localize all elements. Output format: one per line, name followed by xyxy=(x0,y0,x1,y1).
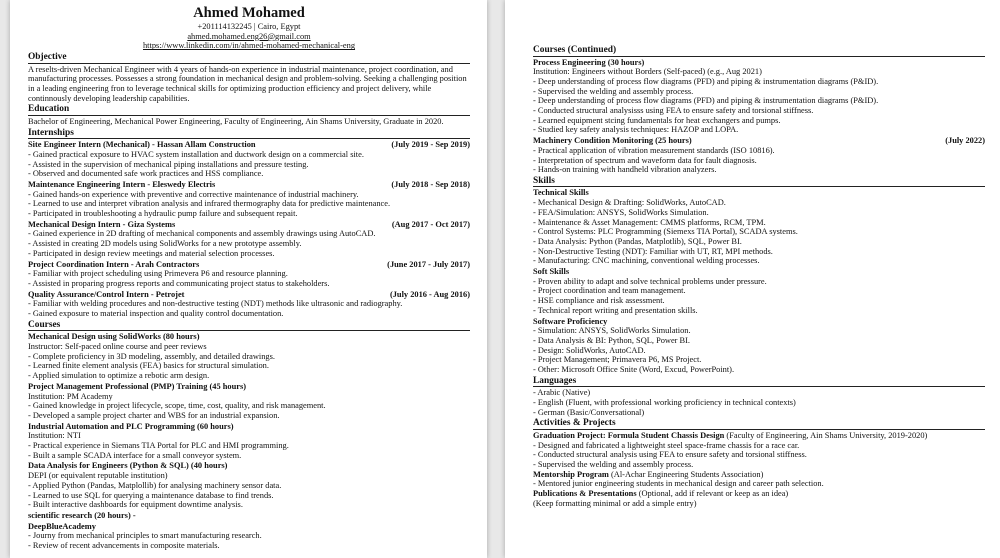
text-line: Institution: PM Academy xyxy=(28,391,113,401)
bullet-line: - Arabic (Native) xyxy=(533,388,591,398)
bullet-line: - Deep understanding of process flow diagrams (PFD) and piping & instrumentation diagrams (P&ID). xyxy=(533,76,879,86)
section-header: Languages xyxy=(533,376,985,388)
entry-title: Soft Skills xyxy=(533,267,570,277)
bullet-line: - Deep understanding of process flow diagrams (PFD) and piping & instrumentation diagrams (P&ID). xyxy=(533,96,879,106)
bullet-line: - HSE compliance and risk assessment. xyxy=(533,296,665,306)
entry-title: Project Management Professional (PMP) Training (45 hours) xyxy=(28,381,247,391)
bullet-line: - Mentored junior engineering students in mechanical design and career path selection. xyxy=(533,479,824,489)
bullet-line: - Applied simulation to optimize a rebotic arm design. xyxy=(28,371,210,381)
email-link[interactable]: ahmed.mohamed.eng26@gmail.com xyxy=(187,31,311,41)
bullet-line: - Familiar with project scheduling using Primevera P6 and resource planning. xyxy=(28,269,288,279)
bullet-line: - Built a sample SCADA interface for a small conveyor system. xyxy=(28,450,242,460)
bullet-line: - Control Systems: PLC Programming (Siemexs TIA Portal), SCADA systems. xyxy=(533,227,798,237)
bullet-line: - Journy from mechanical principles to smart manufacturing research. xyxy=(28,531,262,541)
bullet-line: - Participated in troubleshooting a hydraulic pump failure and subsequent repait. xyxy=(28,209,298,219)
bullet-line: - Mechanical Design & Drafting: SolidWorks, AutoCAD. xyxy=(533,198,726,208)
bullet-line: - Gained hands-on experience with preventive and corrective maintenance of industrial machinery. xyxy=(28,189,359,199)
entry-title: Software Proficiency xyxy=(533,316,608,326)
candidate-name: Ahmed Mohamed xyxy=(193,5,305,21)
entry-date: (July 2016 - Aug 2016) xyxy=(389,289,470,299)
bullet-line: - Conducted structural analysis using FEA to ensure safety and torsional stiffness. xyxy=(533,450,807,460)
bullet-line: - Studied key safety analysis techniques: HAZOP and LOPA. xyxy=(533,125,739,135)
text-line: Institution: Engineers without Borders (Self-paced) (e.g., Aug 2021) xyxy=(533,67,762,77)
text-line: (Keep formatting minimal or add a simple entry) xyxy=(533,498,697,508)
entry-date: (July 2019 - Sep 2019) xyxy=(391,140,470,150)
section-header: Courses (Continued) xyxy=(533,45,985,57)
entry-date: (July 2018 - Sep 2018) xyxy=(391,179,470,189)
bullet-line: - Review of recent advancements in composite materials. xyxy=(28,541,220,551)
entry-title: Maintenance Engineering Intern - Eleswedy Electris xyxy=(28,179,216,189)
entry-title: Project Coordination Intern - Arah Contractors xyxy=(28,259,200,269)
bullet-line: - Design: SolidWorks, AutoCAD. xyxy=(533,345,646,355)
entry-title: Site Engineer Intern (Mechanical) - Hassan Allam Construction xyxy=(28,140,256,150)
bullet-line: - Other: Microsoft Office Snite (Word, Excud, PowerPoint). xyxy=(533,365,735,375)
entry-title: Machinery Condition Monitoring (25 hours) xyxy=(533,136,692,146)
entry-title: Quality Assurance/Control Intern - Petrojet xyxy=(28,289,185,299)
bullet-line: - Practical experience in Siemans TIA Portal for PLC and HMI programming. xyxy=(28,441,289,451)
entry-title-bold: Graduation Project: Formula Student Chassis Design xyxy=(533,430,725,440)
entry-title-rest: (Faculty of Engineering, Ain Shams University, 2019-2020) xyxy=(724,430,928,440)
entry-title-line xyxy=(533,431,985,441)
bullet-line: - German (Basic/Conversational) xyxy=(533,407,645,417)
bullet-line: - Assisted in the supervision of mechanical piping installations and pressure testing. xyxy=(28,159,309,169)
entry-header-row xyxy=(28,140,470,150)
bullet-line: - English (Fluent, with professional working proficiency in technical contexts) xyxy=(533,398,796,407)
entry-header-row xyxy=(28,260,470,270)
bullet-line: - Learned to use SQL for querying a maintenance database to find trends. xyxy=(28,490,274,500)
text-line: DEPI (or equivalent reputable institution) xyxy=(28,471,168,481)
contact-line: +201114132245 | Cairo, Egypt xyxy=(197,22,301,31)
bullet-line: - Complete proficiency in 3D modeling, assembly, and detailed drawings. xyxy=(28,351,275,361)
entry-date: (Aug 2017 - Oct 2017) xyxy=(391,219,470,229)
entry-title: Process Engineering (30 hours) xyxy=(533,57,645,67)
section-header: Internships xyxy=(28,128,470,140)
bullet-line: - Supervised the welding and assembly process. xyxy=(533,460,694,470)
bullet-line: - Hands-on training with handheld vibration analyzers. xyxy=(533,165,717,175)
bullet-line: - Gained practical exposure to HVAC system installation and ductwork design on a commercial site. xyxy=(28,149,364,159)
entry-date: (June 2017 - July 2017) xyxy=(387,259,470,269)
entry-title: Data Analysis for Engineers (Python & SQL) (40 hours) xyxy=(28,461,228,471)
bullet-line: - Proven ability to adapt and solve technical problems under pressure. xyxy=(533,276,767,286)
text-line: Instructor: Self-paced online course and peer reviews xyxy=(28,341,207,351)
entry-header-row xyxy=(28,290,470,300)
bullet-line: - Learned to use and interpret vibration analysis and infrared thermography data for predictive maintenance. xyxy=(28,199,391,209)
entry-date: (July 2022) xyxy=(945,136,985,146)
entry-title: scientific research (20 hours) - xyxy=(28,510,136,520)
bullet-line: - FEA/Simulation: ANSYS, SolidWorks Simulation. xyxy=(533,207,709,217)
entry-title: Mechanical Design Intern - Giza Systems xyxy=(28,219,176,229)
bullet-line: - Learned equipment stcing fundamentals for heat exchangers and pumps. xyxy=(533,115,781,125)
bullet-line: - Project Management; Primavera P6, MS Project. xyxy=(533,355,702,365)
bullet-line: - Participated in design review meetings and material selection processes. xyxy=(28,248,275,258)
bullet-line: - Developed a sample project charter and WBS for an industrial expansion. xyxy=(28,410,280,420)
section-header: Courses xyxy=(28,320,470,332)
bullet-line: - Interpretation of spectrum and waveform data for fault diagnosis. xyxy=(533,155,757,165)
bullet-line: - Gained experience in 2D drafting of mechanical components and assembly drawings using AutoCAD. xyxy=(28,229,376,239)
entry-title-bold: Mentorship Program xyxy=(533,469,609,479)
section-header: Skills xyxy=(533,176,985,188)
entry-header-row xyxy=(28,180,470,190)
bullet-line: - Conducted structural analysisss using FEA to ensure safety and torsional stiffness. xyxy=(533,106,814,116)
entry-title-line xyxy=(533,489,985,499)
entry-header-row xyxy=(28,220,470,230)
bullet-line: - Maintenance & Asset Management: CMMS platforms, RCM, TPM. xyxy=(533,217,766,227)
section-header: Objective xyxy=(28,52,470,64)
section-header: Activities & Projects xyxy=(533,418,985,430)
bullet-line: - Familiar with welding procedures and non-destructive testing (NDT) methods like ultrasonic and radiography. xyxy=(28,299,403,309)
entry-title: DeepBlueAcademy xyxy=(28,521,96,531)
bullet-line: - Built interactive dashboards for equipment downtime analysis. xyxy=(28,500,243,510)
bullet-line: - Assisted in proparing progress reports and communicating project status to stakeholders. xyxy=(28,278,330,288)
bullet-line: - Data Analysis: Python (Pandas, Matplotlib), SQL, Power BI. xyxy=(533,236,742,246)
bullet-line: - Manufacturing: CNC machining, conventional welding processes. xyxy=(533,256,760,266)
bullet-line: - Technical report writing and presentation skills. xyxy=(533,305,698,315)
text-line: Bachelor of Engineering, Mechanical Power Engineering, Faculty of Engineering, Ain Shams University, Graduate in 2020. xyxy=(28,116,444,126)
page-2-content xyxy=(505,0,1000,509)
entry-title: Technical Skills xyxy=(533,188,589,198)
linkedin-link[interactable]: https://www.linkedin.com/in/ahmed-mohamed-mechanical-eng xyxy=(142,41,356,51)
entry-title-rest: (Optional, add if relevant or keep as an idea) xyxy=(636,489,789,499)
bullet-line: - Supervised the welding and assembly process. xyxy=(533,86,694,96)
bullet-line: - Project coordination and team management. xyxy=(533,286,686,296)
bullet-line: - Data Analysis & BI: Python, SQL, Power BI. xyxy=(533,335,691,345)
bullet-line: - Applied Python (Pandas, Matplollib) for analysing machinery sensor data. xyxy=(28,480,282,490)
bullet-line: - Observed and documented safe work practices and HSS compliance. xyxy=(28,169,264,179)
entry-title: Industrial Automation and PLC Programming (60 hours) xyxy=(28,421,234,431)
entry-title-rest: (Al-Achar Engineering Students Association) xyxy=(608,469,764,479)
section-header: Education xyxy=(28,104,470,116)
page-2 xyxy=(505,0,1000,558)
entry-title: Mechanical Design using SolidWorks (80 hours) xyxy=(28,332,200,342)
text-line: Institution: NTI xyxy=(28,431,81,441)
bullet-line: - Non-Destructive Testing (NDT): Familiar with UT, RT, MPI methods. xyxy=(533,246,773,256)
bullet-line: - Assisted in creating 2D models using SolidWorks for a new prototype assembly. xyxy=(28,239,302,249)
bullet-line: - Learned finite element analysis (FEA) basics for structural simulation. xyxy=(28,361,269,371)
page-1 xyxy=(10,0,487,558)
entry-header-row xyxy=(533,136,985,146)
bullet-line: - Gained exposure to material inspection and quality control documentation. xyxy=(28,309,284,319)
bullet-line: - Practical application of vibration measurement standards (ISO 10816). xyxy=(533,145,775,155)
bullet-line: - Gained knowledge in project lifecycle, scope, time, cost, quality, and risk management. xyxy=(28,401,326,411)
page-1-content xyxy=(10,0,487,551)
entry-title-bold: Publications & Presentations xyxy=(533,489,637,499)
entry-title-line xyxy=(533,470,985,480)
bullet-line: - Simulation: ANSYS, SolidWorks Simulation. xyxy=(533,326,691,336)
bullet-line: - Designed and fabricated a lightweight steel space-frame chassis for a race car. xyxy=(533,440,800,450)
text-line: A reselts-driven Mechanical Engineer with 4 years of hands-on experience in industrial maintenance, project coordination, and manufacturing processes. Possesses a strong foundation in mechanical design and problem-solving. Seeking a challenging position in a leading engineering fron to leverage technical skills for optimizing production efficiency and project delivery, while continnously developing leadership capabilities. xyxy=(28,64,467,103)
